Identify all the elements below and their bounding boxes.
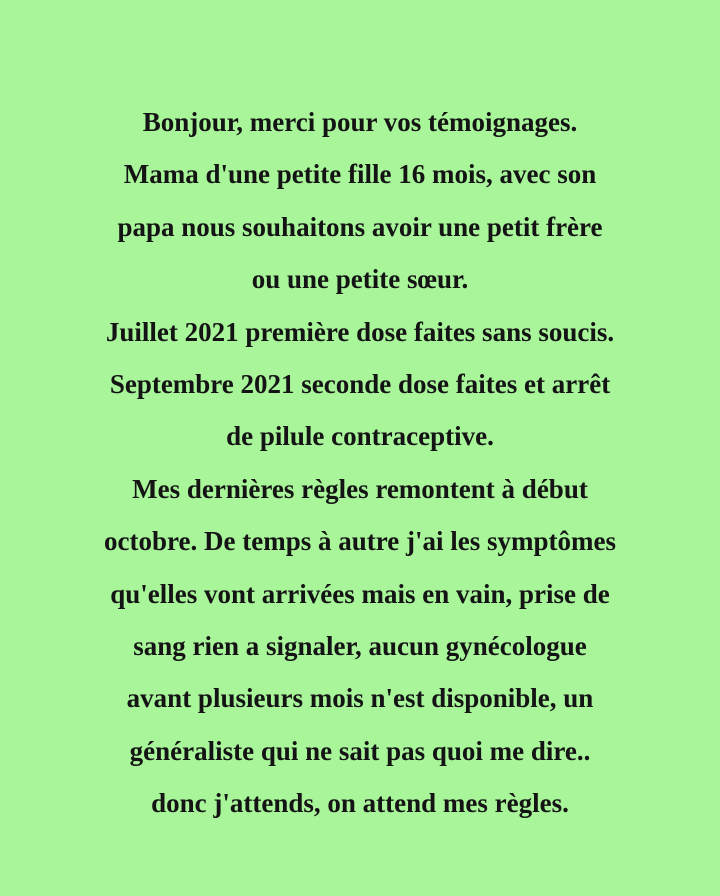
text-line: donc j'attends, on attend mes règles. bbox=[151, 788, 569, 819]
text-line: octobre. De temps à autre j'ai les symptômes bbox=[104, 526, 616, 557]
text-line: généraliste qui ne sait pas quoi me dire.. bbox=[129, 735, 591, 766]
text-line: Bonjour, merci pour vos témoignages. bbox=[142, 107, 578, 137]
text-line: Mes dernières règles remontent à début bbox=[132, 473, 588, 504]
text-line: papa nous souhaitons avoir une petit frère bbox=[117, 211, 603, 242]
text-line: Juillet 2021 première dose faites sans soucis. bbox=[105, 316, 615, 347]
text-line: de pilule contraceptive. bbox=[226, 421, 494, 452]
text-line: ou une petite sœur. bbox=[251, 264, 469, 295]
text-line: sang rien a signaler, aucun gynécologue bbox=[133, 631, 587, 662]
text-line: avant plusieurs mois n'est disponible, un bbox=[126, 683, 594, 714]
text-line: Mama d'une petite fille 16 mois, avec son bbox=[123, 159, 597, 190]
post-text bbox=[30, 96, 690, 830]
text-line: qu'elles vont arrivées mais en vain, prise de bbox=[110, 578, 610, 609]
text-line: Septembre 2021 seconde dose faites et arrêt bbox=[109, 369, 611, 400]
